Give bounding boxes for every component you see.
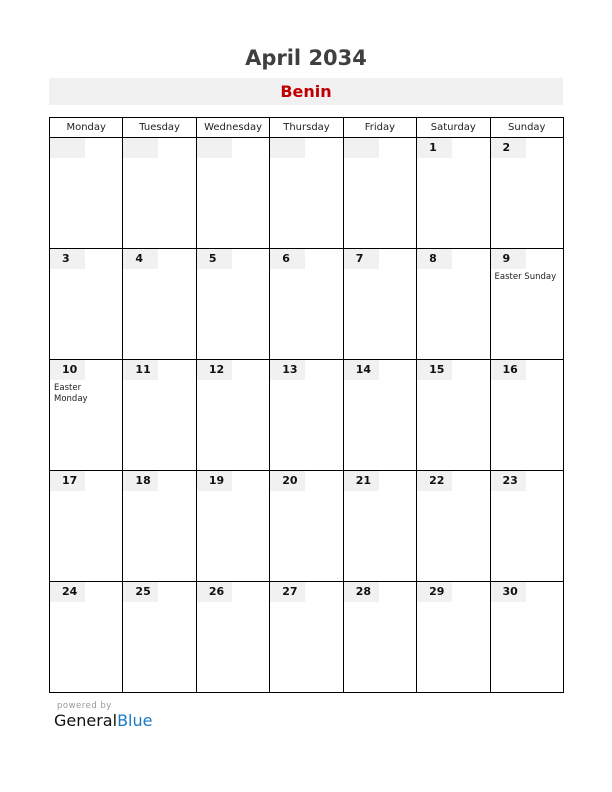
week-row (50, 471, 564, 582)
brand-general: General (54, 711, 118, 730)
holiday-label: Easter Sunday (494, 272, 557, 282)
weekday-friday: Friday (343, 118, 416, 138)
weekday-wednesday: Wednesday (196, 118, 269, 138)
generalblue-logo[interactable] (54, 711, 152, 730)
day-number: 6 (270, 249, 305, 269)
day-cell (417, 471, 490, 582)
day-number: 7 (344, 249, 379, 269)
day-number: 28 (344, 582, 379, 602)
weekday-tuesday: Tuesday (123, 118, 196, 138)
day-cell (270, 249, 343, 360)
day-number: 20 (270, 471, 305, 491)
day-number: 22 (417, 471, 452, 491)
day-number: 1 (417, 138, 452, 158)
country-name: Benin (280, 82, 332, 101)
day-number (344, 138, 379, 158)
day-number: 27 (270, 582, 305, 602)
day-cell (123, 249, 196, 360)
week-row (50, 249, 564, 360)
day-cell (50, 582, 123, 693)
weekday-monday: Monday (50, 118, 123, 138)
day-number: 8 (417, 249, 452, 269)
day-number: 25 (123, 582, 158, 602)
day-cell (490, 582, 563, 693)
country-banner (49, 78, 563, 105)
weekday-saturday: Saturday (417, 118, 490, 138)
day-cell (50, 360, 123, 471)
day-cell (50, 249, 123, 360)
weekday-thursday: Thursday (270, 118, 343, 138)
day-cell (270, 138, 343, 249)
day-number: 26 (197, 582, 232, 602)
day-cell (50, 138, 123, 249)
day-number: 18 (123, 471, 158, 491)
day-number: 2 (491, 138, 526, 158)
day-cell (417, 582, 490, 693)
day-number: 24 (50, 582, 85, 602)
day-cell (123, 471, 196, 582)
week-row (50, 360, 564, 471)
day-cell (196, 582, 269, 693)
day-cell (343, 249, 416, 360)
day-cell (123, 582, 196, 693)
day-cell (417, 249, 490, 360)
day-number (123, 138, 158, 158)
day-cell (417, 138, 490, 249)
day-number (50, 138, 85, 158)
day-cell (123, 360, 196, 471)
day-number: 9 (491, 249, 526, 269)
day-number: 21 (344, 471, 379, 491)
day-number: 19 (197, 471, 232, 491)
day-cell (490, 471, 563, 582)
week-row (50, 138, 564, 249)
day-cell (196, 249, 269, 360)
day-number: 3 (50, 249, 85, 269)
day-number: 10 (50, 360, 85, 380)
day-cell (490, 249, 563, 360)
day-cell (343, 138, 416, 249)
day-number: 13 (270, 360, 305, 380)
day-number: 14 (344, 360, 379, 380)
day-number: 23 (491, 471, 526, 491)
week-row (50, 582, 564, 693)
day-number: 30 (491, 582, 526, 602)
day-number: 4 (123, 249, 158, 269)
day-cell (270, 360, 343, 471)
day-number: 29 (417, 582, 452, 602)
day-number: 16 (491, 360, 526, 380)
day-cell (50, 471, 123, 582)
day-number (197, 138, 232, 158)
day-cell (270, 582, 343, 693)
calendar-title: April 2034 (245, 46, 367, 70)
day-cell (196, 138, 269, 249)
day-number (270, 138, 305, 158)
brand-blue: Blue (117, 711, 153, 730)
day-number: 12 (197, 360, 232, 380)
holiday-label: Easter Monday (54, 383, 88, 404)
day-cell (490, 138, 563, 249)
weekday-header-row (50, 118, 564, 138)
weekday-sunday: Sunday (490, 118, 563, 138)
day-number: 11 (123, 360, 158, 380)
day-cell (270, 471, 343, 582)
day-number: 17 (50, 471, 85, 491)
day-number: 15 (417, 360, 452, 380)
day-cell (417, 360, 490, 471)
calendar-grid (49, 117, 564, 693)
day-cell (196, 471, 269, 582)
powered-by-label: powered by (57, 701, 112, 711)
day-cell (490, 360, 563, 471)
day-cell (196, 360, 269, 471)
day-cell (343, 582, 416, 693)
day-cell (343, 360, 416, 471)
day-number: 5 (197, 249, 232, 269)
day-cell (123, 138, 196, 249)
day-cell (343, 471, 416, 582)
